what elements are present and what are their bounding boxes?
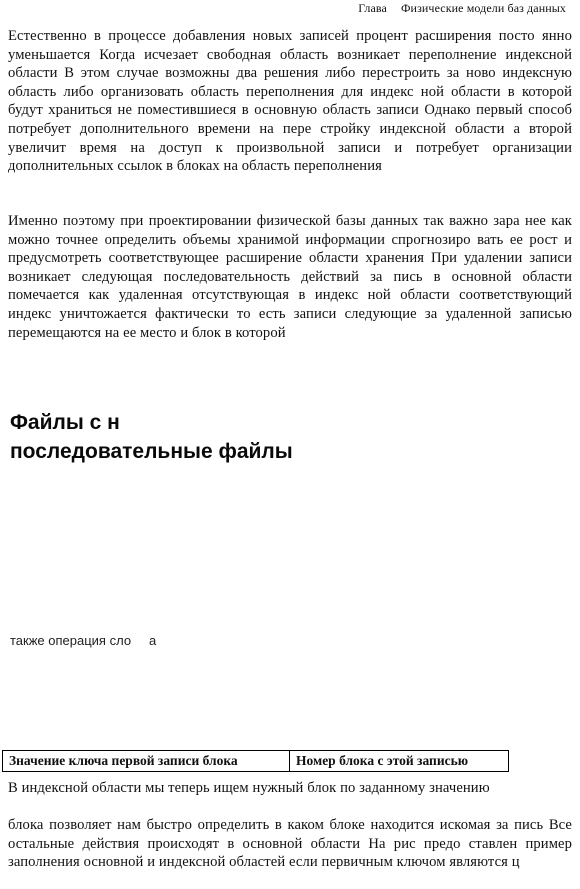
text-fragment-part-2: а	[149, 633, 157, 648]
paragraph-2: Именно поэтому при проектировании физической базы данных так важно зара нее как можно точнее определить объемы хранимой информации спрогнозиро вать ее рост и предусмотреть соответствующее расширение области хранения При удалении записи возникает следующая последовательность действий за пись в основной области помечается как удаленная отсутствующая в индекс ной области соответствующий индекс уничтожается фактически то есть записи следующие за удаленной записью перемещаются на ее место и блок в которой	[8, 213, 572, 341]
section-heading	[10, 408, 570, 466]
text-fragment-part-1: также операция сло	[10, 633, 132, 648]
section-heading-line-1: Файлы с н	[10, 411, 120, 434]
paragraph-4: блока позволяет нам быстро определить в каком блоке находится искомая за пись Все остальные действия происходят в основной области На рис предо ставлен пример заполнения основной и индексной областей если первичным ключом являются ц	[8, 817, 572, 871]
paragraph-1: Естественно в процессе добавления новых записей процент расширения посто янно уменьшается Когда исчезает свободная область возникает переполнение индексной области В этом случае возможны два решения либо перестроить за ново индексную область либо организовать область переполнения для индекс ной области в которой будут храниться не поместившиеся в основную область записи Однако первый способ потребует дополнительного времени на пере стройку индексной области а второй увеличит время на доступ к произвольной записи и потребует организации дополнительных ссылок в блоках на область переполнения	[8, 28, 572, 175]
index-table-header-row	[3, 751, 509, 772]
paragraph-3: В индексной области мы теперь ищем нужный блок по заданному значению	[8, 780, 490, 796]
index-table-header-key: Значение ключа первой записи блока	[3, 751, 290, 772]
running-header	[358, 1, 566, 16]
index-table-header-block: Номер блока с этой записью	[290, 751, 509, 772]
chapter-title: Физические модели баз данных	[400, 1, 566, 15]
index-table	[2, 750, 509, 772]
chapter-label: Глава	[358, 1, 387, 15]
text-fragment	[10, 633, 156, 648]
section-heading-line-2: последовательные файлы	[10, 440, 293, 463]
